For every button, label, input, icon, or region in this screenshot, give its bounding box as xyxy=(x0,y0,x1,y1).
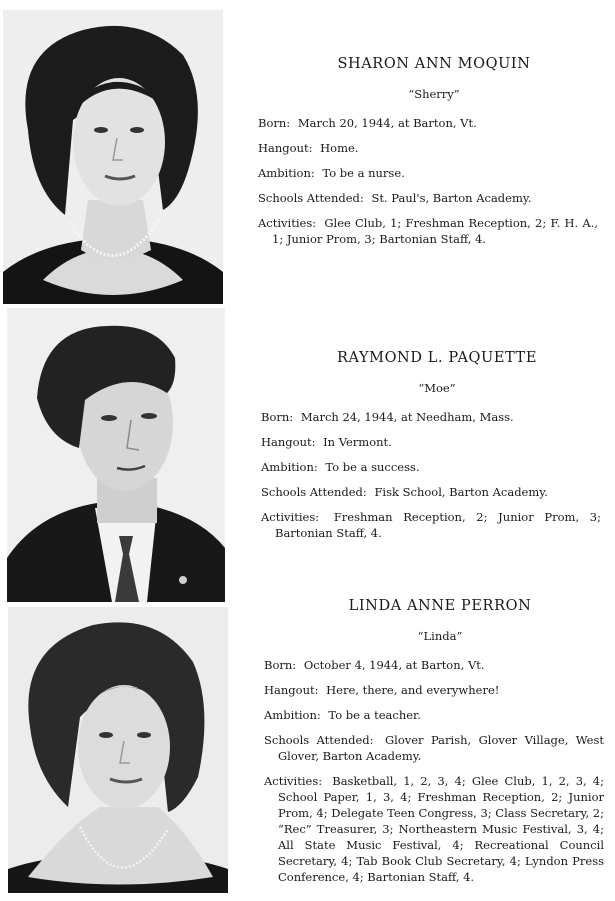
portrait-sharon-moquin xyxy=(3,10,223,304)
born-field xyxy=(258,115,598,131)
hangout-label: Hangout: xyxy=(261,435,316,449)
hangout-value: In Vermont. xyxy=(323,435,392,449)
hangout-value: Here, there, and everywhere! xyxy=(326,683,500,697)
activities-value: Basketball, 1, 2, 3, 4; Glee Club, 1, 2, 3, 4; School Paper, 1, 3, 4; Freshman Reception, 2; Junior Prom, 4; Delegate Teen Congress, 3; Class Secretary, 2; “Rec” Treasurer, 3; Northeastern Music Festival, 3, 4; All State Music Festival, 4; Recreational Council Secretary, 4; Tab Book Club Secretary, 4; Lyndon Press Conference, 4; Bartonian Staff, 4. xyxy=(278,774,605,884)
hangout-value: Home. xyxy=(320,141,359,155)
portrait-raymond-paquette xyxy=(7,308,225,602)
student-entry xyxy=(264,598,604,885)
schools-field xyxy=(258,190,598,206)
activities-value: Freshman Reception, 2; Junior Prom, 3; Bartonian Staff, 4. xyxy=(275,510,601,540)
activities-label: Activities: xyxy=(264,774,323,788)
ambition-value: To be a nurse. xyxy=(322,166,405,180)
schools-field xyxy=(261,484,601,500)
ambition-value: To be a success. xyxy=(325,460,420,474)
schools-value: St. Paul's, Barton Academy. xyxy=(371,191,532,205)
activities-field xyxy=(261,509,601,541)
ambition-label: Ambition: xyxy=(258,166,315,180)
student-name: LINDA ANNE PERRON xyxy=(348,598,532,614)
schools-label: Schools Attended: xyxy=(264,733,374,747)
born-label: Born: xyxy=(264,658,297,672)
born-field xyxy=(261,409,601,425)
ambition-value: To be a teacher. xyxy=(328,708,421,722)
student-name: SHARON ANN MOQUIN xyxy=(337,56,531,72)
activities-label: Activities: xyxy=(258,216,317,230)
activities-value: Glee Club, 1; Freshman Reception, 2; F. H. A., 1; Junior Prom, 3; Bartonian Staff, 4. xyxy=(272,216,599,246)
schools-value: Glover Parish, Glover Village, West Glover, Barton Academy. xyxy=(278,733,605,763)
born-label: Born: xyxy=(261,410,294,424)
activities-field xyxy=(264,773,604,885)
student-nickname: “Moe” xyxy=(418,381,456,395)
schools-label: Schools Attended: xyxy=(258,191,364,205)
born-value: October 4, 1944, at Barton, Vt. xyxy=(303,658,485,672)
ambition-label: Ambition: xyxy=(261,460,318,474)
student-entry xyxy=(258,56,598,256)
born-value: March 20, 1944, at Barton, Vt. xyxy=(297,116,477,130)
ambition-field xyxy=(264,707,604,723)
born-value: March 24, 1944, at Needham, Mass. xyxy=(300,410,514,424)
hangout-field xyxy=(258,140,598,156)
schools-value: Fisk School, Barton Academy. xyxy=(374,485,548,499)
schools-field xyxy=(264,732,604,764)
hangout-field xyxy=(264,682,604,698)
ambition-label: Ambition: xyxy=(264,708,321,722)
activities-label: Activities: xyxy=(261,510,320,524)
activities-field xyxy=(258,215,598,247)
hangout-label: Hangout: xyxy=(264,683,319,697)
ambition-field xyxy=(261,459,601,475)
student-entry xyxy=(261,350,601,550)
born-field xyxy=(264,657,604,673)
student-nickname: “Sherry” xyxy=(408,87,460,101)
student-nickname: “Linda” xyxy=(417,629,463,643)
portrait-linda-perron xyxy=(8,607,228,893)
ambition-field xyxy=(258,165,598,181)
student-name: RAYMOND L. PAQUETTE xyxy=(336,350,538,366)
born-label: Born: xyxy=(258,116,291,130)
schools-label: Schools Attended: xyxy=(261,485,367,499)
hangout-field xyxy=(261,434,601,450)
hangout-label: Hangout: xyxy=(258,141,313,155)
